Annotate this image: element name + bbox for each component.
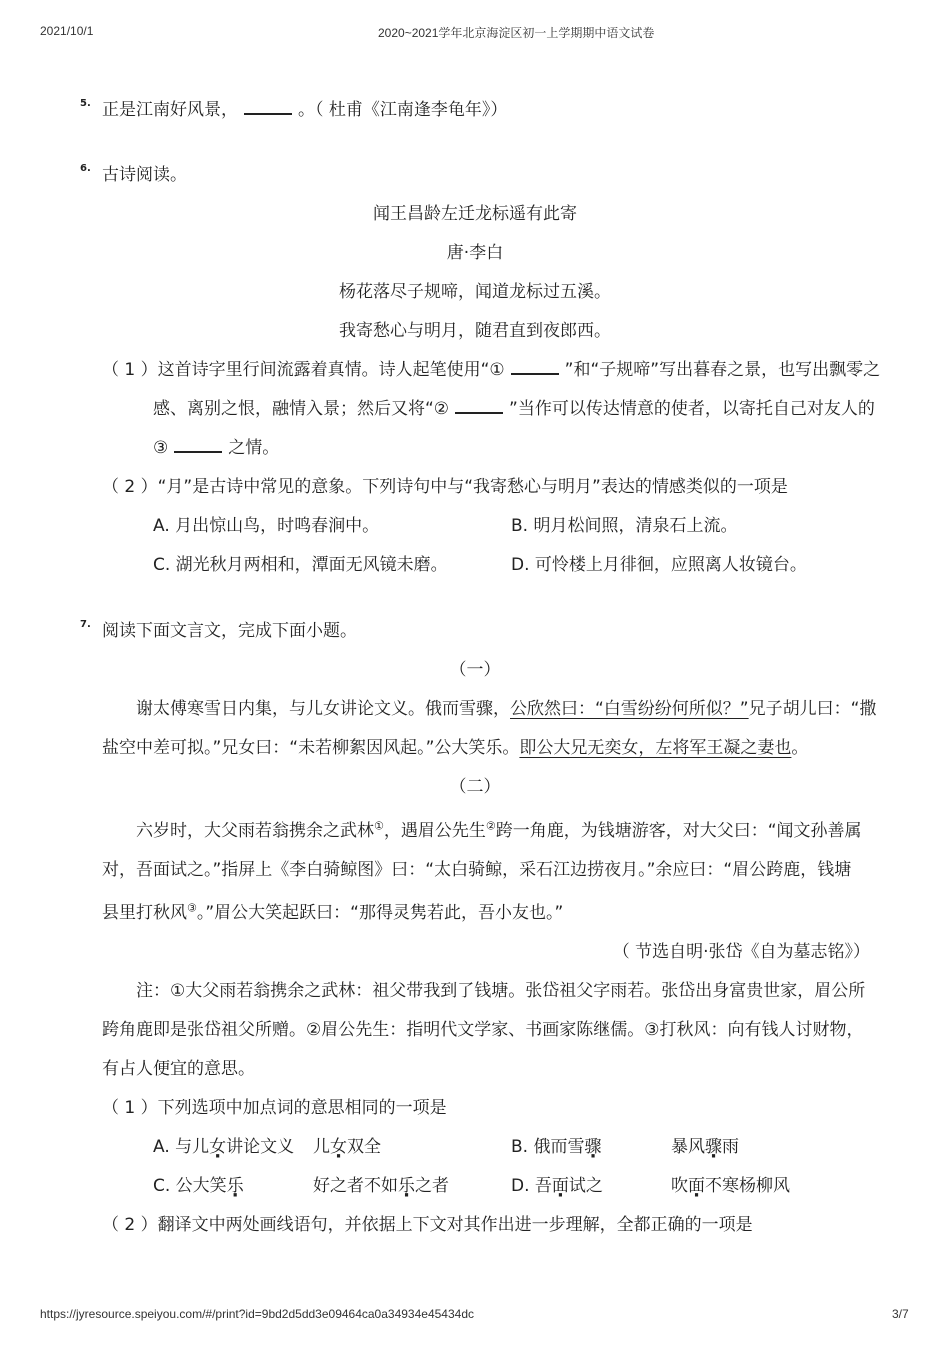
q7-option-c-2	[313, 1175, 449, 1197]
q6-blank-2	[455, 398, 503, 414]
passage2-line2: 对，吾面试之。”指屏上《李白骑鲸图》曰：“太白骑鲸，采石江边捞夜月。”余应曰：“眉公跨鹿，钱塘	[102, 860, 852, 880]
section-2-heading: （二）	[449, 777, 501, 797]
p1-a: 谢太傅寒雪日内集，与儿女讲论文义。俄而雪骤，	[136, 699, 510, 719]
a1-post: 讲论文义	[226, 1137, 295, 1157]
b2-post: 雨	[722, 1137, 739, 1157]
note-line1: 注：①大父雨若翁携余之武林：祖父带我到了钱塘。张岱祖父字雨若。张岱出身富贵世家，眉公所	[136, 981, 866, 1001]
p1-f: 。	[791, 738, 809, 758]
note-line3: 有占人便宜的意思。	[102, 1059, 255, 1079]
footer-page-number: 3/7	[892, 1307, 909, 1321]
poem-line-2: 我寄愁心与明月，随君直到夜郎西。	[339, 321, 611, 341]
p1-underlined-2: 即公大兄无奕女，左将军王凝之妻也	[519, 738, 792, 758]
q6-sub1-line3	[153, 437, 279, 459]
footnote-mark-2: ②	[485, 819, 496, 833]
q6-option-d[interactable]: D. 可怜楼上月徘徊，应照离人妆镜台。	[511, 555, 807, 575]
c2-pre: 好之者不如	[313, 1176, 398, 1196]
passage2-line3	[102, 902, 563, 924]
passage1-line1	[136, 698, 876, 720]
d1-pre: D. 吾	[511, 1176, 552, 1196]
p1-c: 兄子胡儿曰：“撒	[748, 699, 877, 719]
section-1-heading: （一）	[449, 660, 501, 680]
q6-option-c[interactable]: C. 湖光秋月两相和，潭面无风镜未磨。	[153, 555, 448, 575]
q7-number: 7.	[80, 619, 91, 630]
q7-sub2: （ 2 ）翻译文中两处画线语句，并依据上下文对其作出进一步理解，全都正确的一项是	[102, 1215, 753, 1235]
a2-pre: 儿	[313, 1137, 330, 1157]
d2-post: 不寒杨柳风	[705, 1176, 790, 1196]
p2-e: 县里打秋风	[102, 903, 187, 923]
a1-pre: A. 与儿	[153, 1137, 210, 1157]
q5-text	[102, 99, 507, 121]
q7-option-a-2	[313, 1136, 381, 1158]
q6-option-a[interactable]: A. 月出惊山鸟，时鸣春涧中。	[153, 516, 380, 536]
c2-post: 之者	[415, 1176, 449, 1196]
q5-blank	[244, 99, 292, 115]
d2-pre: 吹	[671, 1176, 688, 1196]
q6-s1-b: ”和“子规啼”写出暮春之景，也写出飘零之	[564, 360, 881, 380]
p2-b: ，遇眉公先生	[383, 821, 486, 841]
q7-option-d-2	[671, 1175, 790, 1197]
q6-number: 6.	[80, 163, 91, 174]
q6-blank-3	[174, 437, 222, 453]
q5-pre: 正是江南好风景，	[102, 100, 238, 120]
b2-dotted-char: 骤	[705, 1137, 722, 1157]
q5-number: 5.	[80, 98, 91, 109]
p1-d: 盐空中差可拟。”兄女曰：“未若柳絮因风起。”公大笑乐。	[102, 738, 520, 758]
q6-intro: 古诗阅读。	[102, 165, 187, 185]
q7-option-b-1[interactable]	[511, 1136, 601, 1158]
passage2-line1	[136, 820, 862, 842]
a2-post: 双全	[347, 1137, 381, 1157]
footnote-mark-1: ①	[374, 819, 384, 833]
q6-option-b[interactable]: B. 明月松间照，清泉石上流。	[511, 516, 738, 536]
passage-source: （ 节选自明·张岱《自为墓志铭》）	[612, 942, 870, 962]
footnote-mark-3: ③	[187, 901, 197, 915]
a2-dotted-char: 女	[330, 1137, 347, 1157]
q7-option-c-1[interactable]	[153, 1175, 244, 1197]
d1-post: 试之	[568, 1176, 603, 1196]
q6-s1-a: （ 1 ）这首诗字里行间流露着真情。诗人起笔使用“①	[102, 360, 505, 380]
c2-dotted-char: 乐	[398, 1176, 415, 1196]
p2-c: 跨一角鹿，为钱塘游客，对大父曰：“闻文孙善属	[495, 821, 862, 841]
note-line2: 跨角鹿即是张岱祖父所赠。②眉公先生：指明代文学家、书画家陈继儒。③打秋风：向有钱人讨财物，	[102, 1020, 864, 1040]
poem-title: 闻王昌龄左迁龙标遥有此寄	[373, 204, 577, 224]
q5-post: 。（ 杜甫《江南逢李龟年》）	[298, 100, 508, 120]
q6-blank-1	[511, 359, 559, 375]
p2-f: 。”眉公大笑起跃曰：“那得灵隽若此，吾小友也。”	[196, 903, 564, 923]
p1-underlined-1: 公欣然曰：“白雪纷纷何所似？”	[510, 699, 749, 719]
a1-dotted-char: 女	[209, 1137, 227, 1157]
q7-sub1: （ 1 ）下列选项中加点词的意思相同的一项是	[102, 1098, 447, 1118]
q6-sub2: （ 2 ）“月”是古诗中常见的意象。下列诗句中与“我寄愁心与明月”表达的情感类似的一项是	[102, 477, 788, 497]
q6-s1-e: ③	[153, 438, 169, 458]
q7-option-a-1[interactable]	[153, 1136, 294, 1158]
q6-s1-d: ”当作可以传达情意的使者，以寄托自己对友人的	[509, 399, 875, 419]
q7-option-b-2	[671, 1136, 739, 1158]
d1-dotted-char: 面	[551, 1176, 569, 1196]
b2-pre: 暴风	[671, 1137, 705, 1157]
poem-author: 唐·李白	[446, 243, 504, 263]
c1-dotted-char: 乐	[226, 1176, 244, 1196]
b1-pre: B. 俄而雪	[511, 1137, 585, 1157]
passage1-line2	[102, 737, 808, 759]
poem-line-1: 杨花落尽子规啼，闻道龙标过五溪。	[339, 282, 611, 302]
q6-sub1-line1	[102, 359, 880, 381]
p2-a: 六岁时，大父雨若翁携余之武林	[136, 821, 374, 841]
b1-dotted-char: 骤	[584, 1137, 602, 1157]
q7-intro: 阅读下面文言文，完成下面小题。	[102, 621, 357, 641]
footer-url[interactable]: https://jyresource.speiyou.com/#/print?id=9bd2d5dd3e09464ca0a34934e45434dc	[40, 1307, 474, 1321]
q6-sub1-line2	[153, 398, 875, 420]
d2-dotted-char: 面	[688, 1176, 705, 1196]
q6-s1-c: 感、离别之恨，融情入景；然后又将“②	[153, 399, 450, 419]
q6-s1-f: 之情。	[228, 438, 280, 458]
header-date: 2021/10/1	[40, 24, 94, 38]
header-title: 2020~2021学年北京海淀区初一上学期期中语文试卷	[378, 26, 655, 40]
c1-pre: C. 公大笑	[153, 1176, 227, 1196]
q7-option-d-1[interactable]	[511, 1175, 603, 1197]
